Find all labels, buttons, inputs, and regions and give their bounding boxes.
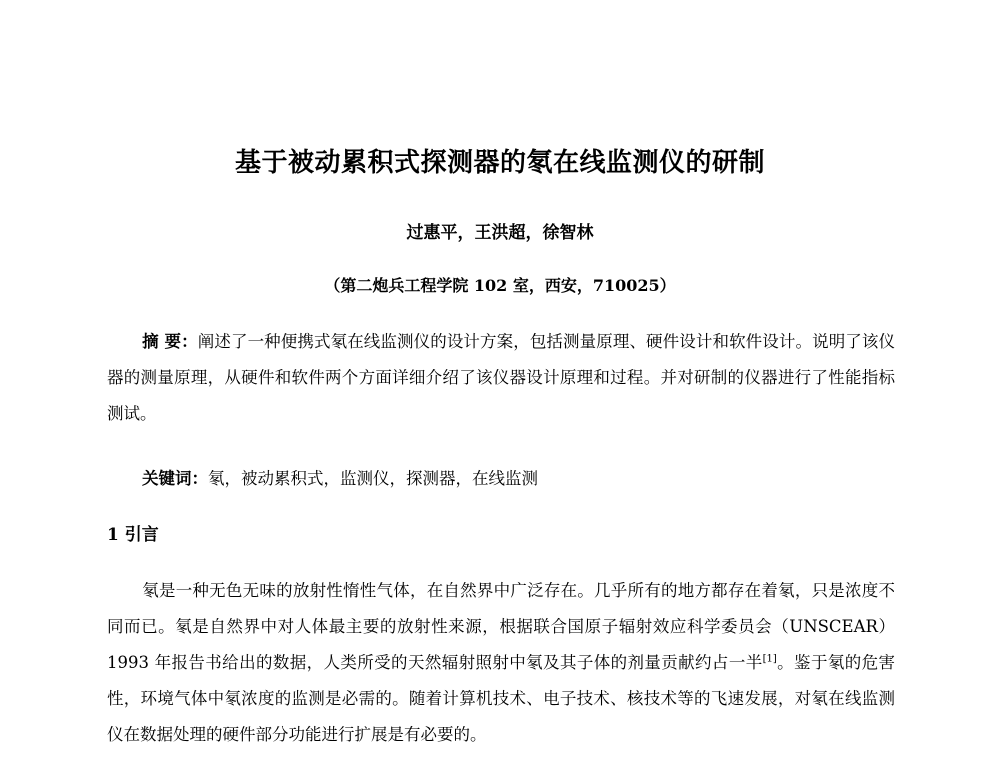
intro-text-part1: 氡是一种无色无味的放射性惰性气体，在自然界中广泛存在。几乎所有的地方都存在着氡，只是浓度不同而已。氡是自然界中对人体最主要的放射性来源，根据联合国原子辐射效应科学委员会（UNSCEAR）1993 年报告书给出的数据，人类所受的天然辐射照射中氡及其子体的剂量贡献约占一半	[107, 581, 895, 672]
paper-title: 基于被动累积式探测器的氡在线监测仪的研制	[234, 148, 765, 178]
author-list: 过惠平，王洪超，徐智林	[406, 223, 594, 243]
author-affiliation: （第二炮兵工程学院 102 室，西安，710025）	[324, 276, 676, 295]
abstract-label: 摘 要：	[142, 332, 198, 351]
keywords-label: 关键词：	[142, 469, 208, 488]
keywords	[107, 461, 895, 497]
citation-reference: [1]	[762, 653, 777, 665]
introduction-paragraph	[107, 573, 895, 753]
section-heading-introduction: 1 引言	[107, 525, 159, 545]
abstract	[107, 324, 895, 432]
intro-text-part2: 。鉴于氡的危害性，环境气体中氡浓度的监测是必需的。随着计算机技术、电子技术、核技术等的飞速发展，对氡在线监测仪在数据处理的硬件部分功能进行扩展是有必要的。	[107, 653, 895, 744]
keywords-text: 氡，被动累积式，监测仪，探测器，在线监测	[208, 469, 538, 488]
abstract-text: 阐述了一种便携式氡在线监测仪的设计方案，包括测量原理、硬件设计和软件设计。说明了该仪器的测量原理，从硬件和软件两个方面详细介绍了该仪器设计原理和过程。并对研制的仪器进行了性能指标测试。	[107, 332, 895, 423]
